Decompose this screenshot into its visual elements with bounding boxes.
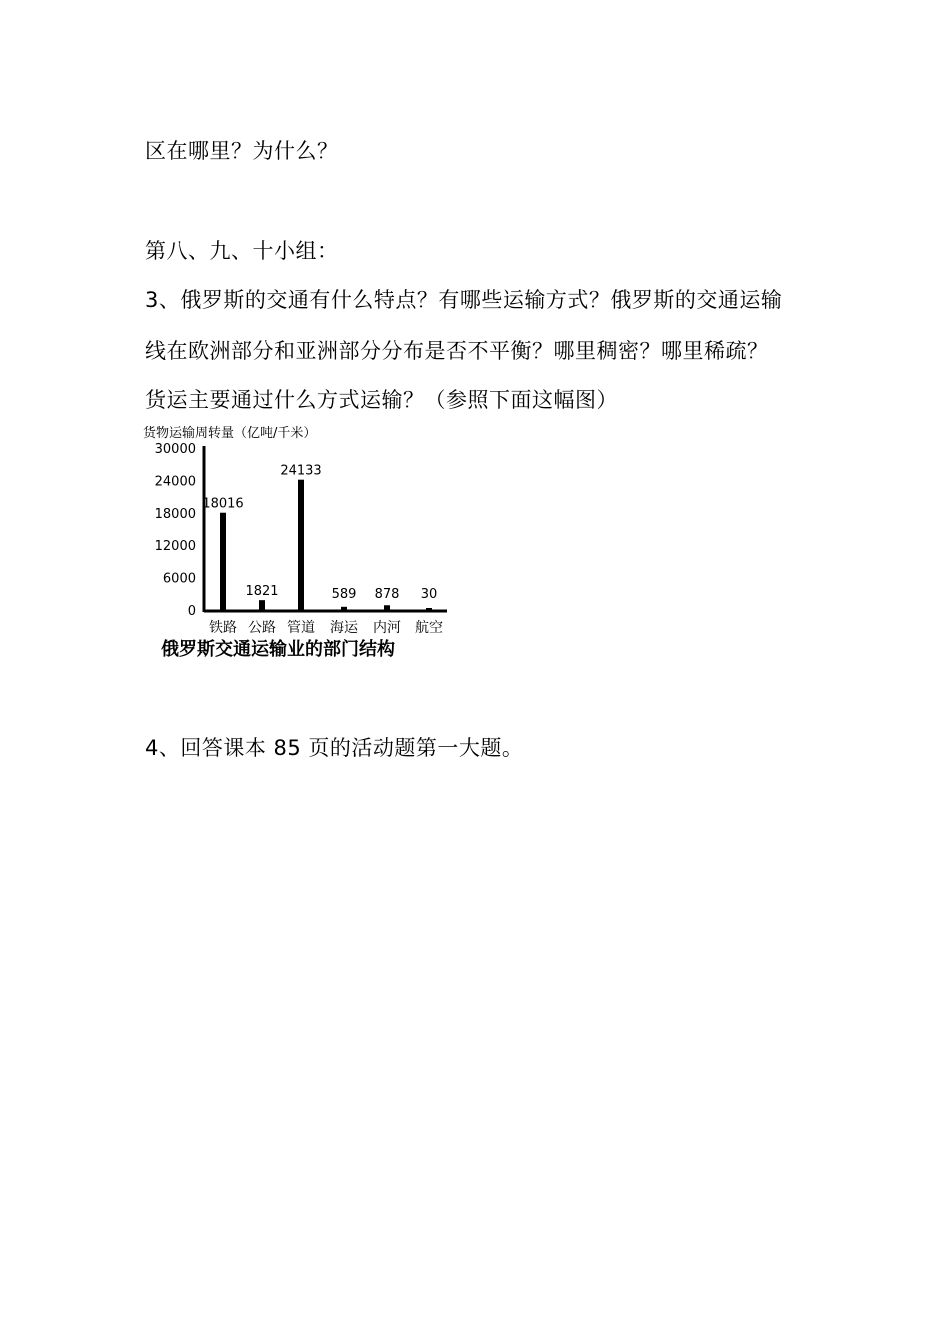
chart-title: 俄罗斯交通运输业的部门结构 [161, 639, 395, 660]
y-tick-label: 12000 [154, 539, 196, 555]
bar-value-label: 1821 [245, 584, 279, 600]
x-category-label: 航空 [415, 620, 443, 636]
y-tick-label: 18000 [154, 506, 196, 522]
text-line-3: 3、俄罗斯的交通有什么特点？有哪些运输方式？俄罗斯的交通运输 [145, 288, 783, 312]
y-tick-label: 0 [187, 604, 196, 619]
text-line-4: 线在欧洲部分和亚洲部分分布是否不平衡？哪里稠密？哪里稀疏？ [145, 339, 769, 363]
x-category-label: 内河 [373, 620, 401, 636]
bar-value-label: 24133 [280, 463, 322, 479]
bar-3 [298, 480, 304, 610]
bar-value-label: 878 [374, 587, 400, 602]
bar-5 [384, 605, 390, 610]
text-line-5: 货运主要通过什么方式运输？（参照下面这幅图） [145, 388, 618, 412]
bar-2 [259, 600, 265, 610]
bar-1 [220, 513, 226, 610]
y-tick-label: 30000 [154, 442, 196, 457]
x-category-label: 管道 [287, 620, 315, 636]
text-line-1: 区在哪里？为什么？ [145, 139, 339, 163]
y-tick-label: 6000 [162, 571, 196, 587]
transport-bar-chart [140, 420, 470, 670]
x-category-label: 公路 [248, 620, 276, 636]
bar-value-label: 18016 [202, 496, 244, 512]
bar-value-label: 589 [331, 587, 357, 602]
bar-value-label: 30 [420, 587, 438, 602]
y-tick-label: 24000 [154, 474, 196, 490]
bar-4 [341, 607, 347, 610]
text-line-6: 4、回答课本 85 页的活动题第一大题。 [145, 736, 524, 760]
chart-ylabel: 货物运输周转量（亿吨/千米） [143, 426, 317, 441]
text-line-2: 第八、九、十小组： [145, 239, 339, 263]
bar-6 [426, 608, 432, 610]
x-category-label: 海运 [330, 620, 358, 636]
x-category-label: 铁路 [209, 620, 237, 636]
